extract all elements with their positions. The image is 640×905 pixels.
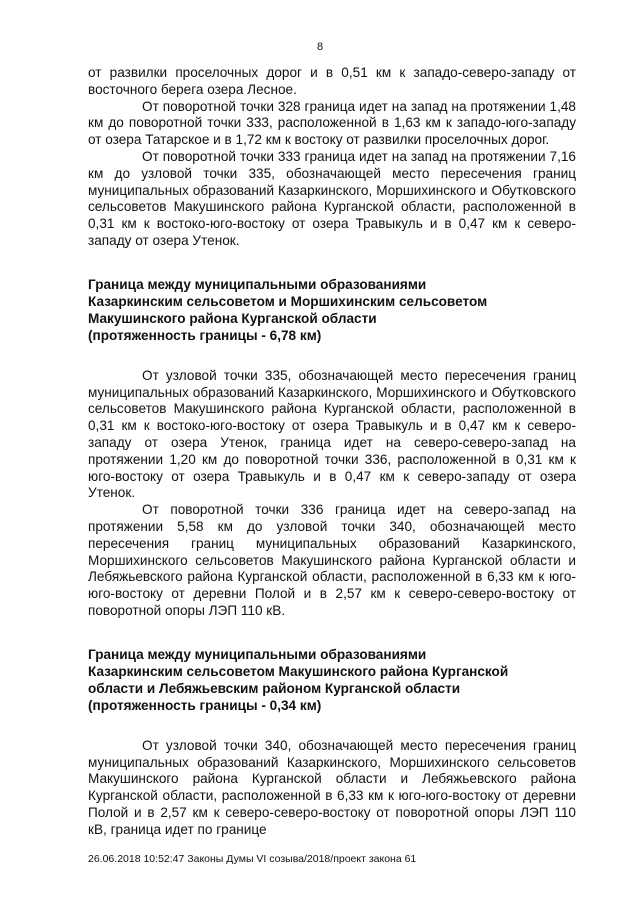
heading-length: (протяженность границы - 6,78 км): [88, 327, 322, 343]
heading-length: (протяженность границы - 0,34 км): [88, 697, 322, 713]
paragraph: От поворотной точки 328 граница идет на запад на протяжении 1,48 км до поворотной точки 333, расположенной в 1,63 км к западо-юго-западу от озера Татарское и в 1,72 км к востоку от развилки проселочных дорог.: [88, 98, 576, 148]
heading-line: Граница между муниципальными образованиями: [88, 646, 427, 662]
paragraph: От узловой точки 340, обозначающей место пересечения границ муниципальных образований Казаркинского, Моршихинского сельсоветов Макушинского района Курганской области и Лебяжьевского района Курганской области, расположенной в 6,33 км к юго-юго-востоку от деревни Полой и в 2,57 км к северо-северо-востоку от поворотной опоры ЛЭП 110 кВ, граница идет по границе: [88, 737, 576, 837]
section-heading-1: [88, 276, 576, 344]
heading-line: Макушинского района Курганской области: [88, 310, 377, 326]
heading-line: Граница между муниципальными образованиями: [88, 276, 427, 292]
paragraph-continued: от развилки проселочных дорог и в 0,51 км к западо-северо-западу от восточного берега озера Лесное.: [88, 65, 576, 97]
section-heading-2: [88, 646, 576, 714]
paragraph: От узловой точки 335, обозначающей место пересечения границ муниципальных образований Казаркинского, Моршихинского и Обутковского сельсоветов Макушинского района Курганской области, расположенной в 0,31 км к востоко-юго-востоку от озера Травыкуль и в 0,47 км к северо-западу от озера Утенок, граница идет на северо-северо-запад на протяжении 1,20 км до поворотной точки 336, расположенной в 0,31 км к юго-востоку от озера Травыкуль и в 0,47 км к северо-западу от озера Утенок.: [88, 367, 576, 501]
document-body: [88, 65, 576, 839]
heading-line: области и Лебяжьевским районом Курганской области: [88, 680, 461, 696]
paragraph: От поворотной точки 333 граница идет на запад на протяжении 7,16 км до узловой точки 335, обозначающей место пересечения границ муниципальных образований Казаркинского, Моршихинского и Обутковского сельсоветов Макушинского района Курганской области, расположенной в 0,31 км к востоко-юго-востоку от озера Травыкуль и в 0,47 км к северо-западу от озера Утенок.: [88, 148, 576, 248]
paragraph: От поворотной точки 336 граница идет на северо-запад на протяжении 5,58 км до узловой точки 340, обозначающей место пересечения границ муниципальных образований Казаркинского, Моршихинского сельсоветов Макушинского района Курганской области и Лебяжьевского района Курганской области, расположенной в 6,33 км к юго-юго-востоку от деревни Полой и в 2,57 км к северо-северо-востоку от поворотной опоры ЛЭП 110 кВ.: [88, 502, 576, 618]
page-number: 8: [316, 41, 324, 53]
document-footer: 26.06.2018 10:52:47 Законы Думы VI созыва/2018/проект закона 61: [88, 853, 417, 865]
heading-line: Казаркинским сельсоветом Макушинского района Курганской: [88, 663, 509, 679]
heading-line: Казаркинским сельсоветом и Моршихинским сельсоветом: [88, 293, 488, 309]
